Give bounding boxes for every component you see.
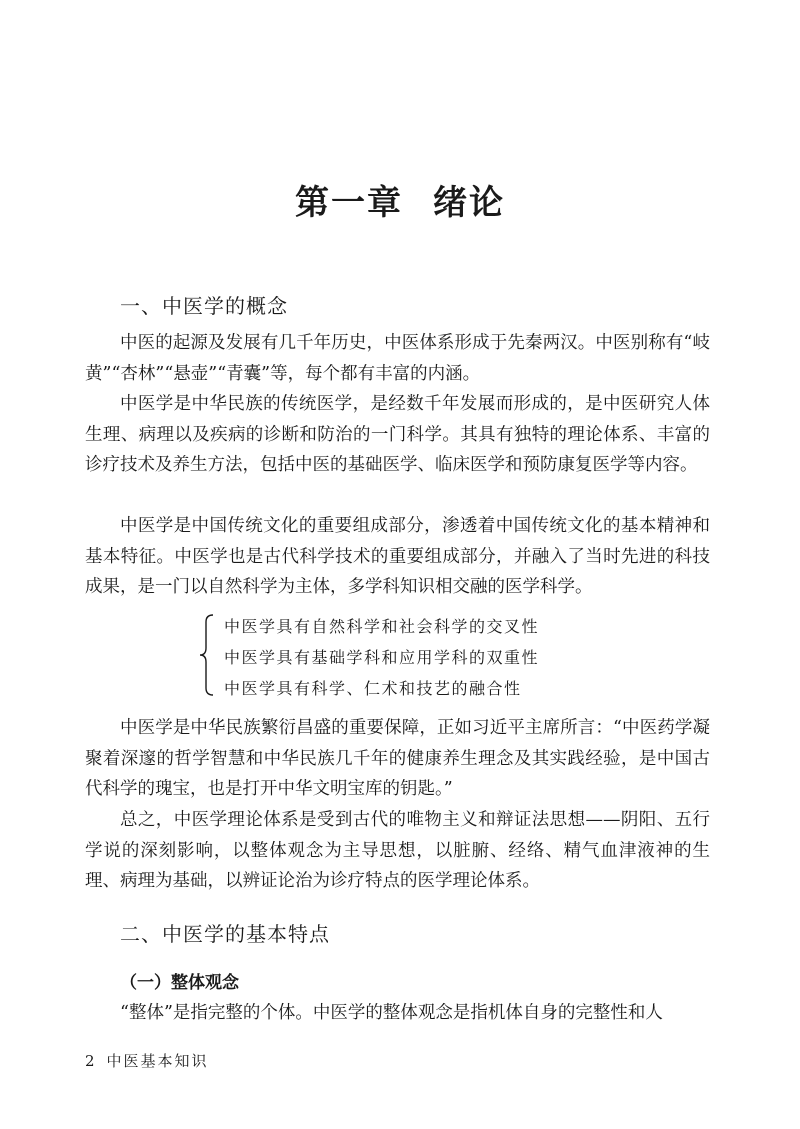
subsection-heading: （一）整体观念 <box>120 973 239 993</box>
paragraph: “整体”是指完整的个体。中医学的整体观念是指机体自身的完整性和人 <box>120 1003 663 1023</box>
paragraph: 中医学是中国传统文化的重要组成部分，渗透着中国传统文化的基本精神和基本特征。中医学也是古代科学技术的重要组成部分，并融入了当时先进的科技成果，是一门以自然科学为主体，多学科知识相交融的医学科学。 <box>85 516 710 597</box>
section-heading-features: 二、中医学的基本特点 <box>120 922 330 946</box>
chapter-title <box>0 175 800 224</box>
chapter-number: 第一章 <box>295 183 403 223</box>
property-item: 中医学具有科学、仁术和技艺的融合性 <box>224 679 522 698</box>
left-brace-icon <box>198 612 218 698</box>
paragraph: 中医学是中华民族的传统医学，是经数千年发展而形成的，是中医研究人体生理、病理以及疾病的诊断和防治的一门科学。其具有独特的理论体系、丰富的诊疗技术及养生方法，包括中医的基础医学、临床医学和预防康复医学等内容。 <box>85 394 710 475</box>
chapter-name: 绪论 <box>433 183 505 223</box>
properties-brace-list <box>198 612 558 702</box>
paragraph: 中医学是中华民族繁衍昌盛的重要保障，正如习近平主席所言：“中医药学凝聚着深邃的哲学智慧和中华民族几千年的健康养生理念及其实践经验，是中国古代科学的瑰宝，也是打开中华文明宝库的钥匙。” <box>85 718 710 799</box>
property-item: 中医学具有基础学科和应用学科的双重性 <box>224 648 540 667</box>
paragraph: 总之，中医学理论体系是受到古代的唯物主义和辩证法思想——阴阳、五行学说的深刻影响，以整体观念为主导思想，以脏腑、经络、精气血津液神的生理、病理为基础，以辨证论治为诊疗特点的医学理论体系。 <box>85 810 710 891</box>
page-footer <box>85 1050 209 1071</box>
book-title: 中医基本知识 <box>106 1052 209 1070</box>
paragraph: 中医的起源及发展有几千年历史，中医体系形成于先秦两汉。中医别称有“岐黄”“杏林”“悬壶”“青囊”等，每个都有丰富的内涵。 <box>85 333 710 384</box>
section-heading-concept: 一、中医学的概念 <box>120 294 288 318</box>
page-number: 2 <box>85 1052 95 1070</box>
property-item: 中医学具有自然科学和社会科学的交叉性 <box>224 617 540 636</box>
